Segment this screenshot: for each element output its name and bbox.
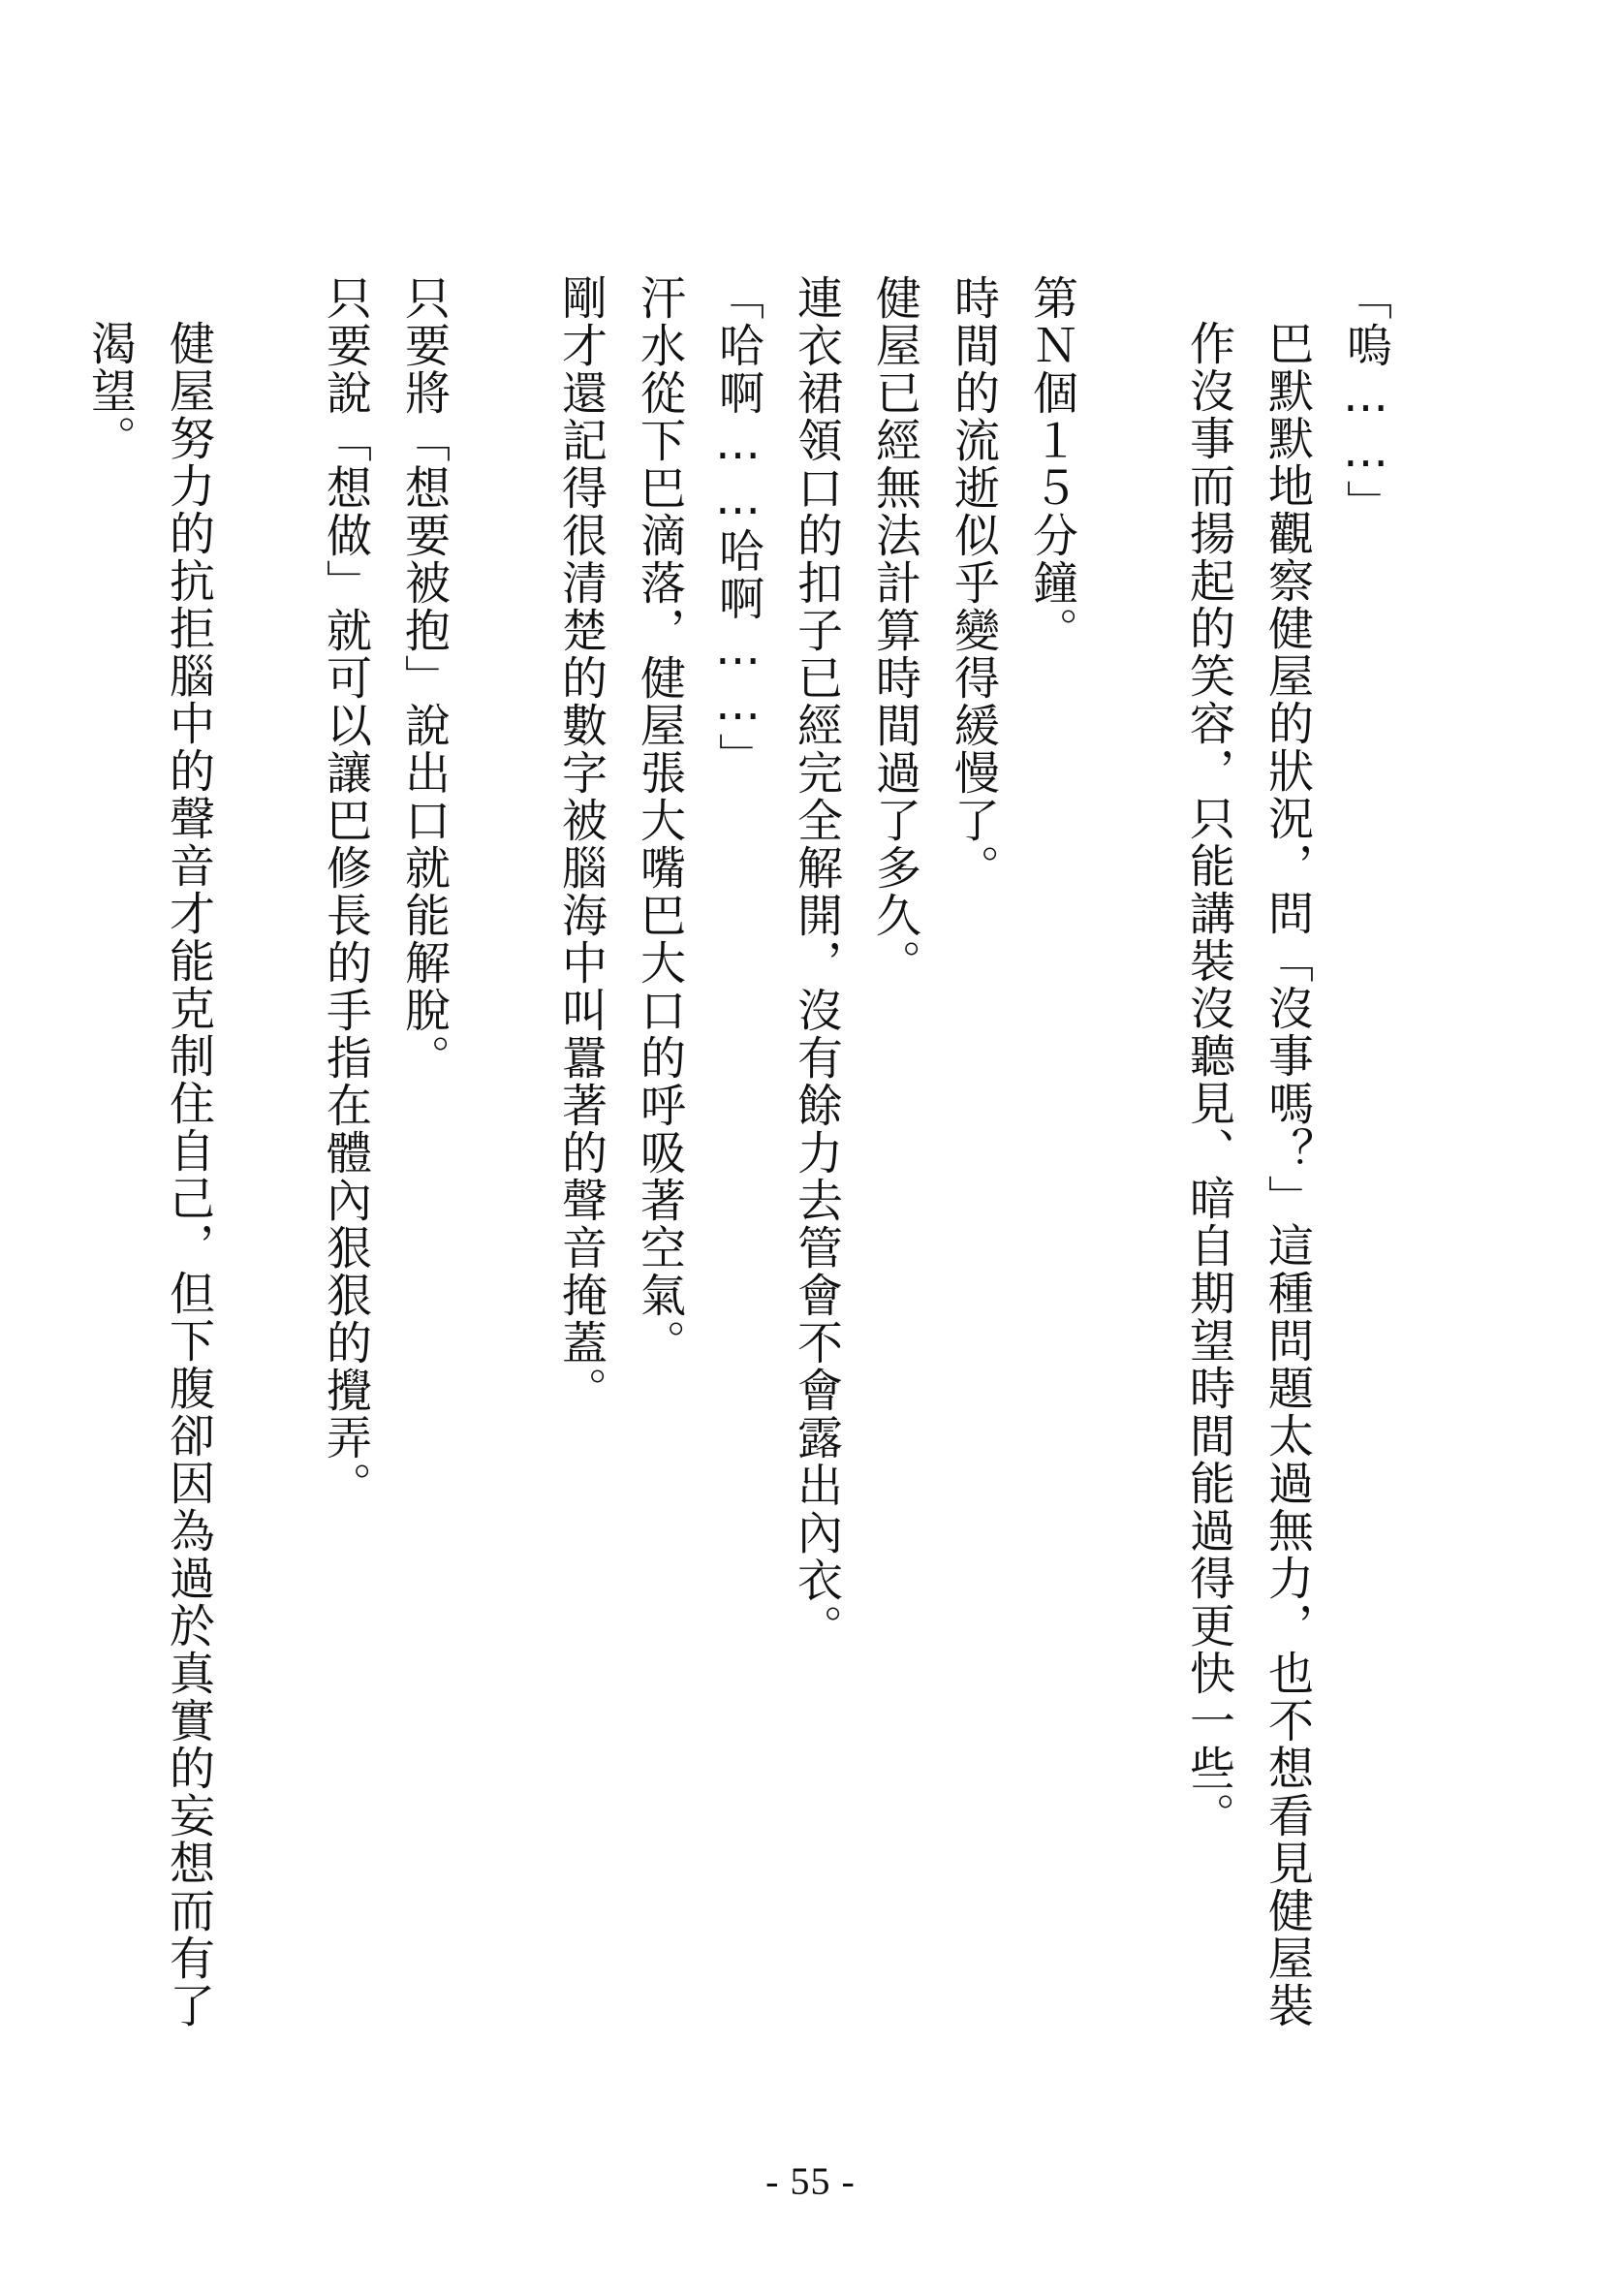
paragraph-want-to-be-held: 只要將「想要被抱」說出口就能解脫。	[397, 274, 451, 1082]
paragraph-numbers-covered: 剛才還記得很清楚的數字被腦海中叫囂著的聲音掩蓋。	[554, 274, 608, 1414]
paragraph-time-slows: 時間的流逝似乎變得緩慢了。	[947, 274, 1000, 892]
paragraph-dialogue-haa: 「哈啊……哈啊……」	[711, 274, 764, 780]
vertical-text-block	[83, 274, 1405, 2048]
page-number: - 55 -	[765, 2159, 856, 2203]
paragraph-sweat: 汗水從下巴滴落，健屋張大嘴巴大口的呼吸著空氣。	[633, 274, 686, 1367]
paragraph-dialogue-wu: 「嗚……」	[1339, 274, 1392, 527]
blank-line	[228, 274, 306, 2048]
paragraph-resisting-voice: 健屋努力的抗拒腦中的聲音才能克制住自己，但下腹卻因為過於真實的妄想而有了渴望。	[83, 320, 215, 2029]
paragraph-tomoe-observes: 巴默默地觀察健屋的狀況，問「沒事嗎？」這種問題太過無力，也不想看見健屋裝作沒事而揚起的笑容，只能講裝沒聽見、暗自期望時間能過得更快一些。	[1182, 320, 1314, 2029]
paragraph-want-to-do: 只要說「想做」就可以讓巴修長的手指在體內狠狠的攪弄。	[319, 274, 372, 1509]
blank-line	[1091, 274, 1169, 2048]
paragraph-collar-buttons: 連衣裙領口的扣子已經完全解開，沒有餘力去管會不會露出內衣。	[790, 274, 843, 1651]
paragraph-cannot-count: 健屋已經無法計算時間過了多久。	[868, 274, 921, 987]
paragraph-nth-15-minutes: 第Ｎ個１５分鐘。	[1025, 274, 1078, 654]
blank-line	[463, 274, 542, 2048]
